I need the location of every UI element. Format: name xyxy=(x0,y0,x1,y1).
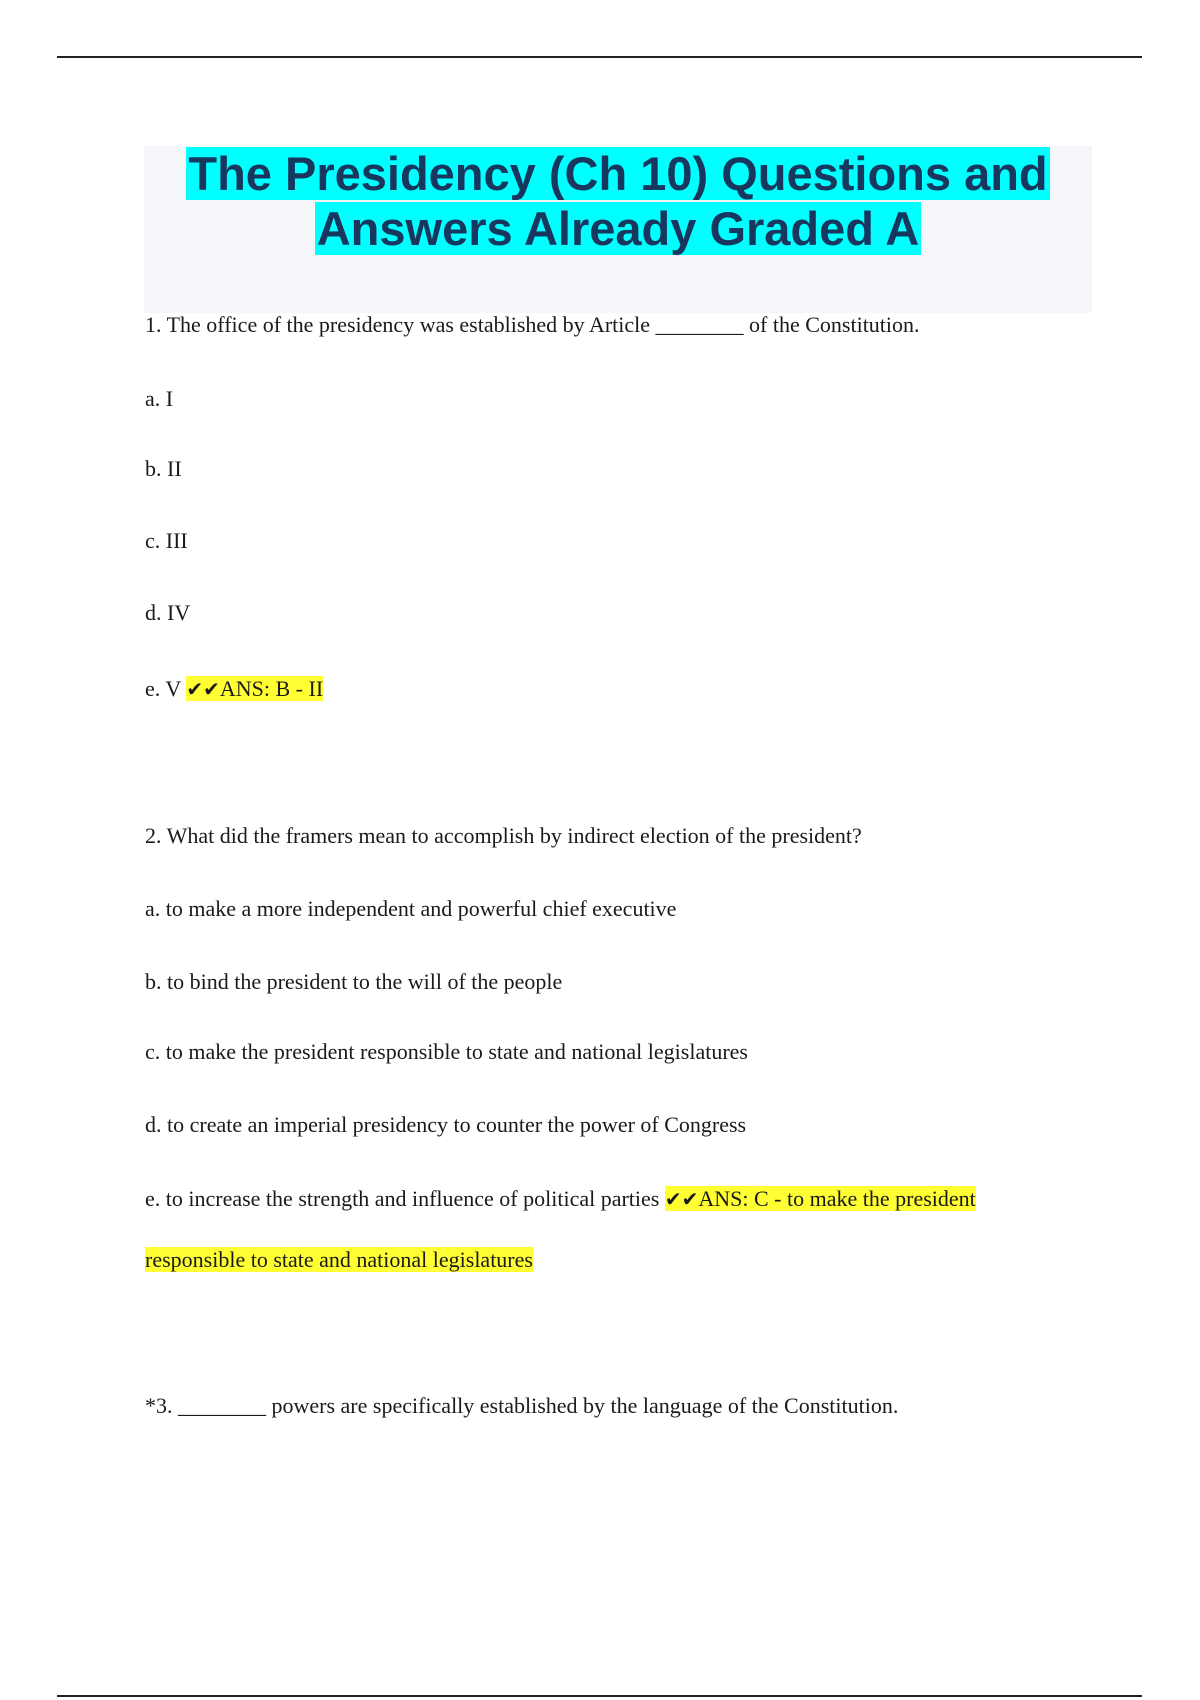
question-2-answer-text: ANS: C - to make the president xyxy=(698,1186,976,1211)
question-2-stem: 2. What did the framers mean to accomplish by indirect election of the president? xyxy=(145,823,862,848)
question-2-option-e-text: e. to increase the strength and influence of political parties xyxy=(145,1186,660,1211)
question-1-stem: 1. The office of the presidency was established by Article ________ of the Constitution. xyxy=(145,312,920,337)
question-1-option-b: b. II xyxy=(145,456,182,481)
question-2-option-a: a. to make a more independent and powerful chief executive xyxy=(145,896,677,921)
question-1-answer-text: ANS: B - II xyxy=(219,676,324,701)
question-1-option-e xyxy=(145,674,323,704)
footer-rule xyxy=(57,1695,1142,1697)
question-2-option-c: c. to make the president responsible to state and national legislatures xyxy=(145,1039,748,1064)
question-2-option-e xyxy=(145,1184,976,1214)
question-2-option-b: b. to bind the president to the will of the people xyxy=(145,969,563,994)
question-1-option-d: d. IV xyxy=(145,600,191,625)
title-line-2: Answers Already Graded A xyxy=(316,202,920,255)
title-box xyxy=(144,146,1092,313)
title-line-1: The Presidency (Ch 10) Questions and xyxy=(188,147,1048,200)
check-marks-icon: ✔✔ xyxy=(664,1187,699,1211)
question-1-option-a: a. I xyxy=(145,386,174,411)
question-2-answer-continued xyxy=(145,1245,533,1275)
question-1-option-c: c. III xyxy=(145,528,188,553)
header-rule xyxy=(57,56,1142,58)
document-title xyxy=(144,146,1092,256)
question-2-answer-line-2: responsible to state and national legislatures xyxy=(145,1247,533,1272)
question-1-option-e-text: e. V xyxy=(145,676,181,701)
question-2-answer xyxy=(665,1186,976,1211)
check-marks-icon: ✔✔ xyxy=(186,677,220,701)
question-2-option-d: d. to create an imperial presidency to counter the power of Congress xyxy=(145,1112,747,1137)
question-3-stem: *3. ________ powers are specifically established by the language of the Constitution. xyxy=(145,1393,899,1418)
question-1-answer xyxy=(186,676,323,701)
